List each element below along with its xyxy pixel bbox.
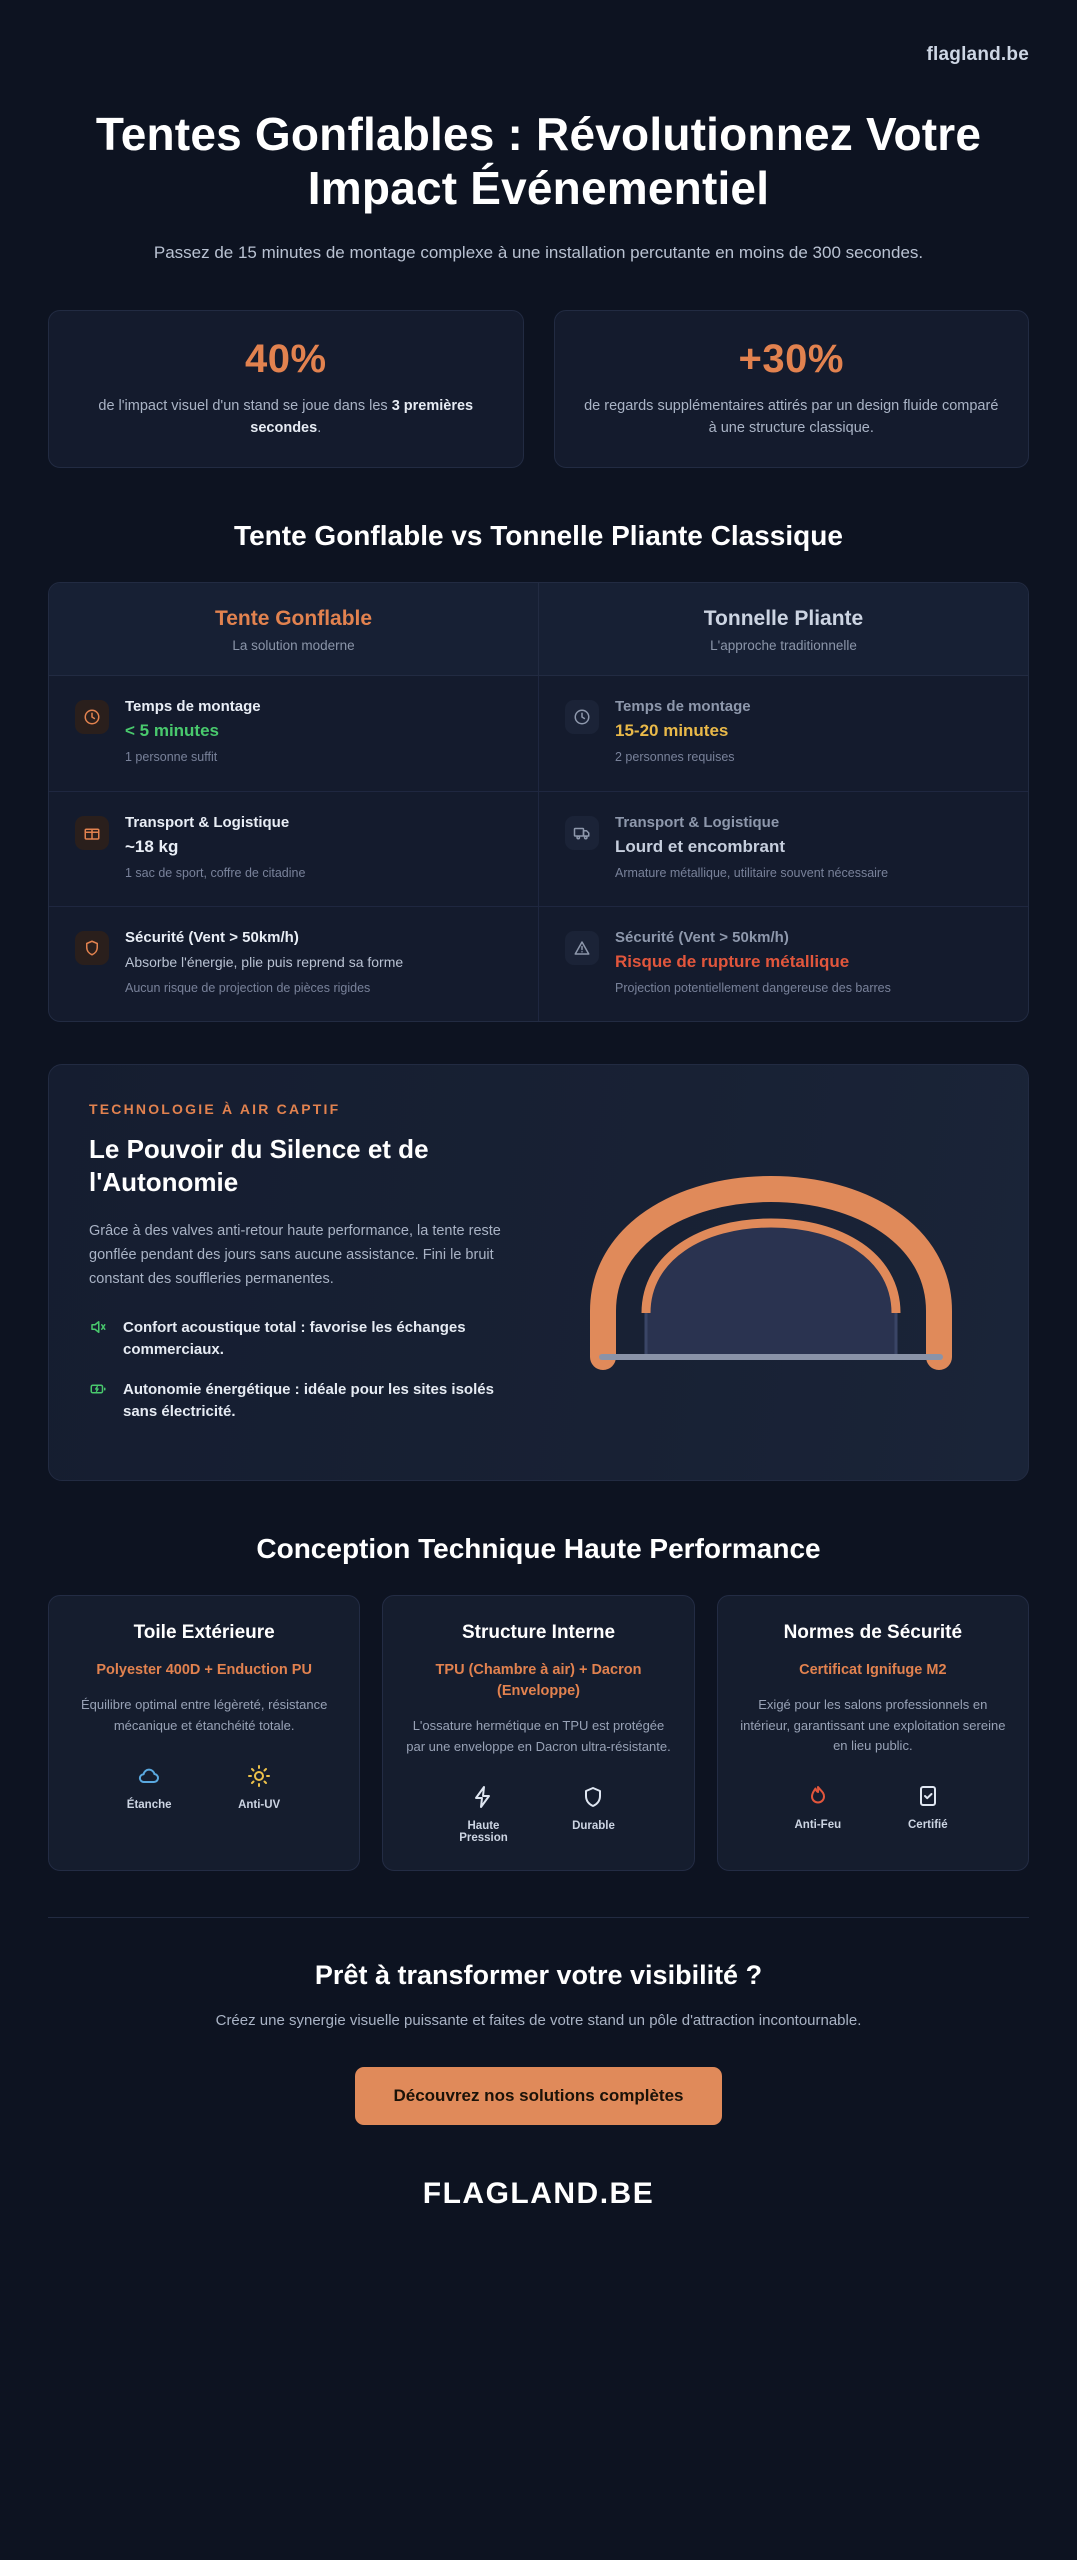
card-features [69, 1762, 339, 1811]
comparison-cell-left [49, 676, 539, 790]
stat-card-visual-impact [48, 310, 524, 469]
row-note: Armature métallique, utilitaire souvent nécessaire [615, 865, 889, 880]
row-label: Transport & Logistique [615, 813, 780, 831]
cta-section [0, 1918, 1077, 2125]
cta-button[interactable]: Découvrez nos solutions complètes [355, 2067, 721, 2125]
card-highlight: Certificat Ignifuge M2 [799, 1662, 947, 1679]
row-value: ~18 kg [125, 836, 179, 856]
comparison-row-setup-time [49, 676, 1028, 791]
feature-item [111, 1762, 187, 1811]
comparison-header-right [539, 583, 1028, 675]
comparison-section-title: Tente Gonflable vs Tonnelle Pliante Classique [234, 520, 843, 552]
row-value: Absorbe l'énergie, plie puis reprend sa forme [125, 953, 404, 970]
card-description: L'ossature hermétique en TPU est protégée par une enveloppe en Dacron ultra-résistante. [406, 1718, 671, 1754]
stat-value: +30% [738, 336, 844, 381]
footer-brand-label: FLAGLAND.BE [422, 2176, 655, 2210]
list-item [89, 1317, 531, 1361]
row-label: Transport & Logistique [125, 813, 290, 831]
technology-bullet-list [89, 1317, 531, 1422]
feature-item [555, 1783, 631, 1844]
inflatable-tent-illustration [555, 1101, 988, 1440]
design-card-outer-fabric [48, 1595, 360, 1870]
shield-icon [75, 931, 109, 965]
stat-description [75, 396, 497, 440]
comparison-table [48, 582, 1029, 1022]
comparison-header-left [49, 583, 539, 675]
feature-item [890, 1782, 966, 1831]
row-note: Projection potentiellement dangereuse des barres [615, 980, 891, 995]
feature-label: Anti-Feu [794, 1818, 842, 1831]
bolt-icon [445, 1783, 521, 1811]
stat-value: 40% [244, 336, 327, 381]
technology-kicker: TECHNOLOGIE À AIR CAPTIF [89, 1101, 341, 1118]
clock-icon [75, 700, 109, 734]
hero-subtitle: Passez de 15 minutes de montage complexe à une installation percutante en moins de 300 secondes. [153, 242, 924, 262]
card-highlight: Polyester 400D + Enduction PU [96, 1662, 312, 1679]
stat-desc-bold: 3 premières secondes [250, 397, 474, 436]
design-section-title: Conception Technique Haute Performance [256, 1533, 821, 1565]
comparison-header [49, 583, 1028, 676]
card-features [738, 1782, 1008, 1831]
technology-paragraph: Grâce à des valves anti-retour haute performance, la tente reste gonflée pendant des jours sans aucune assistance. Fini le bruit constant des souffleries permanentes. [89, 1222, 501, 1287]
card-features [403, 1783, 673, 1844]
card-description: Exigé pour les salons professionnels en intérieur, garantissant une exploitation sereine en lieu public. [740, 1697, 1006, 1753]
sun-icon [221, 1762, 297, 1790]
comparison-cell-right [539, 792, 1028, 906]
column-subtitle-folding: L'approche traditionnelle [710, 638, 857, 654]
technology-heading: Le Pouvoir du Silence et de l'Autonomie [89, 1134, 429, 1198]
column-subtitle-inflatable: La solution moderne [232, 638, 355, 654]
shield-icon [555, 1783, 631, 1811]
row-value: 15-20 minutes [615, 721, 729, 741]
row-note: 1 personne suffit [125, 750, 218, 765]
feature-item [780, 1782, 856, 1831]
stat-description: de regards supplémentaires attirés par un design fluide comparé à une structure classique. [584, 397, 999, 436]
stat-desc-after: . [317, 419, 322, 436]
row-label: Temps de montage [615, 698, 751, 716]
row-note: 2 personnes requises [615, 750, 735, 765]
feature-label: Anti-UV [238, 1798, 281, 1811]
cloud-icon [111, 1762, 187, 1790]
battery-icon [89, 1380, 109, 1403]
sound-off-icon [89, 1318, 109, 1341]
design-cards-row [0, 1565, 1077, 1870]
card-title: Toile Extérieure [133, 1622, 275, 1644]
comparison-cell-right [539, 907, 1028, 1021]
technology-panel [48, 1064, 1029, 1481]
card-title: Structure Interne [461, 1622, 616, 1644]
card-highlight: TPU (Chambre à air) + Dacron (Enveloppe) [435, 1662, 642, 1700]
brand-top-label: flagland.be [926, 44, 1029, 65]
card-title: Normes de Sécurité [783, 1622, 963, 1644]
row-value: < 5 minutes [125, 721, 220, 741]
row-value: Risque de rupture métallique [615, 951, 850, 971]
feature-label: Haute Pression [459, 1819, 508, 1844]
list-item-label: Confort acoustique total : favorise les échanges commerciaux. [123, 1319, 466, 1359]
row-value: Lourd et encombrant [615, 836, 786, 856]
stats-row [0, 266, 1077, 469]
feature-label: Durable [572, 1819, 615, 1832]
row-label: Temps de montage [125, 698, 261, 716]
feature-label: Étanche [126, 1798, 172, 1811]
row-label: Sécurité (Vent > 50km/h) [615, 928, 789, 946]
design-card-internal-structure [382, 1595, 694, 1870]
comparison-cell-left [49, 792, 539, 906]
cta-paragraph: Créez une synergie visuelle puissante et faites de votre stand un pôle d'attraction incontournable. [215, 2011, 862, 2029]
feature-label: Certifié [908, 1818, 948, 1831]
card-description: Équilibre optimal entre légèreté, résistance mécanique et étanchéité totale. [80, 1697, 328, 1733]
clock-icon [565, 700, 599, 734]
stat-desc-before: de l'impact visuel d'un stand se joue dans les [98, 397, 392, 414]
stat-card-extra-attention [554, 310, 1030, 469]
column-title-folding: Tonnelle Pliante [703, 607, 864, 631]
warning-icon [565, 931, 599, 965]
feature-item [445, 1783, 521, 1844]
row-note: 1 sac de sport, coffre de citadine [125, 865, 306, 880]
list-item-label: Autonomie énergétique : idéale pour les sites isolés sans électricité. [123, 1380, 494, 1420]
comparison-row-transport [49, 792, 1028, 907]
cta-heading: Prêt à transformer votre visibilité ? [314, 1959, 763, 1990]
row-note: Aucun risque de projection de pièces rigides [125, 981, 371, 996]
row-label: Sécurité (Vent > 50km/h) [125, 928, 299, 946]
column-title-inflatable: Tente Gonflable [214, 607, 373, 631]
comparison-cell-left [49, 907, 539, 1021]
package-icon [75, 816, 109, 850]
comparison-row-safety [49, 907, 1028, 1021]
design-card-safety-standards [717, 1595, 1029, 1870]
comparison-cell-right [539, 676, 1028, 790]
page-title: Tentes Gonflables : Révolutionnez Votre Impact Événementiel [95, 108, 982, 214]
hero-section [0, 66, 1077, 266]
flame-icon [780, 1782, 856, 1810]
list-item [89, 1379, 531, 1423]
feature-item [221, 1762, 297, 1811]
check-badge-icon [890, 1782, 966, 1810]
truck-icon [565, 816, 599, 850]
